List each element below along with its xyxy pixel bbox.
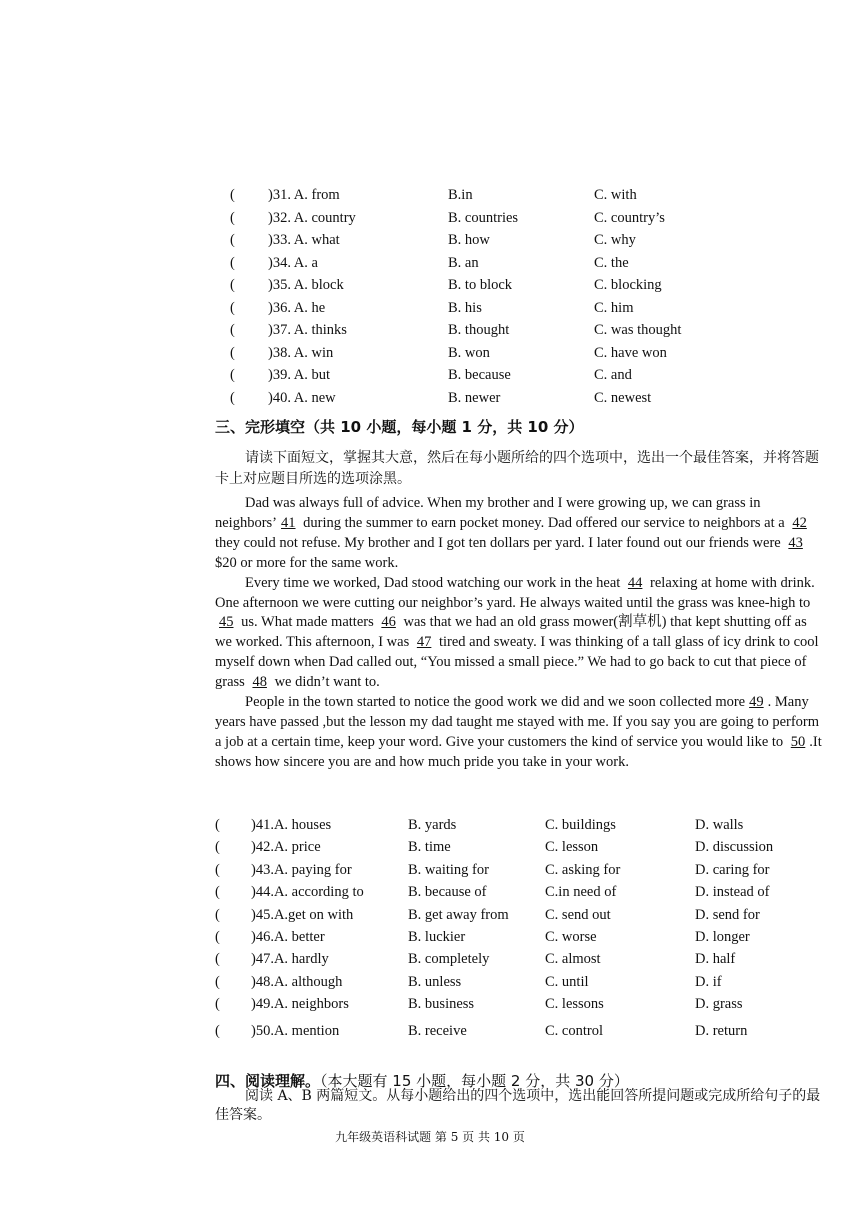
option-b: B. time (408, 839, 451, 856)
option-c: C. the (594, 254, 629, 271)
option-b: B. get away from (408, 906, 509, 923)
option-a: )47.A. hardly (251, 951, 329, 968)
question-row (215, 1020, 827, 1042)
option-b: B. completely (408, 951, 490, 968)
option-b: B. yards (408, 817, 457, 833)
option-c: C. lessons (545, 996, 604, 1013)
option-d: D. half (695, 951, 736, 968)
option-a: )40. A. new (268, 389, 336, 406)
option-a: )39. A. but (268, 367, 331, 383)
option-a: )33. A. what (268, 232, 340, 248)
passage-paragraph: People in the town started to notice the good work we did and we soon collected more 49 . Many years have passed ,but the lesson my dad taught me stayed with me. If you say you are going to perform a job at a certain time, keep your word. Give your customers the kind of service you would like to 50 .It shows how sincere you are and how much pride you take in your work. (215, 694, 822, 770)
option-c: C. asking for (545, 861, 621, 878)
option-a: )38. A. win (268, 344, 334, 361)
question-row (215, 836, 827, 858)
answer-paren: ( (230, 232, 235, 248)
section-3-instruction: 请读下面短文，掌握其大意，然后在每小题所给的四个选项中，选出一个最佳答案，并将答题卡上对应题目所选的选项涂黑。 (215, 450, 819, 487)
option-b: B. his (448, 299, 482, 316)
answer-paren: ( (215, 817, 220, 833)
option-c: C. with (594, 187, 637, 203)
question-row (230, 229, 750, 252)
question-row (215, 993, 827, 1015)
option-a: )49.A. neighbors (251, 996, 349, 1013)
blank-50: 50 (790, 733, 806, 750)
option-b: B.in (448, 187, 473, 203)
question-row (230, 319, 750, 342)
question-row (230, 207, 750, 230)
option-b: B. unless (408, 973, 462, 990)
option-d: D. return (695, 1022, 748, 1039)
blank-45: 45 (219, 614, 234, 631)
question-row (215, 926, 827, 948)
answer-paren: ( (230, 389, 235, 406)
answer-paren: ( (215, 884, 220, 901)
question-row (215, 971, 827, 993)
option-d: D. discussion (695, 839, 774, 856)
answer-paren: ( (215, 906, 220, 923)
question-row (230, 387, 750, 410)
passage-paragraph: Dad was always full of advice. When my brother and I were growing up, we can grass in neighbors’ 41 during the summer to earn pocket money. Dad offered our service to neighbors at a 42 they could not refuse. My brother and I got ten dollars per yard. I later found out our friends were 43 $20 or more for the same work. (215, 494, 827, 574)
answer-paren: ( (215, 951, 220, 968)
section-4-heading: 四、阅读理解。（本大题有 15 小题，每小题 2 分，共 30 分） (215, 1072, 629, 1090)
answer-paren: ( (230, 344, 235, 361)
question-row (215, 948, 827, 970)
option-c: C. control (545, 1022, 603, 1039)
option-b: B. because (448, 367, 511, 383)
question-row (230, 297, 750, 320)
option-b: B. how (448, 232, 490, 248)
option-b: B. business (408, 996, 475, 1013)
option-c: C. was thought (594, 322, 682, 338)
blank-43: 43 (788, 534, 803, 551)
blank-46: 46 (381, 614, 396, 631)
option-d: D. instead of (695, 884, 770, 901)
section-4-instruction: 阅读 A、B 两篇短文。从每小题给出的四个选项中，选出能回答所提问题或完成所给句子的最佳答案。 (215, 1088, 821, 1123)
option-b: B. luckier (408, 928, 466, 945)
questions-41-50 (215, 814, 827, 1042)
page-footer: 九年级英语科试题 第 5 页 共 10 页 (335, 1130, 525, 1144)
option-a: )43.A. paying for (251, 861, 352, 878)
option-b: B. newer (448, 389, 501, 406)
answer-paren: ( (215, 973, 220, 990)
option-a: )41.A. houses (251, 817, 332, 833)
answer-paren: ( (215, 1022, 220, 1039)
answer-paren: ( (215, 839, 220, 856)
option-c: C. worse (545, 928, 597, 945)
option-b: B. to block (448, 277, 513, 293)
option-b: B. thought (448, 322, 510, 338)
answer-paren: ( (230, 277, 235, 293)
option-a: )50.A. mention (251, 1022, 340, 1039)
option-c: C. country’s (594, 209, 665, 226)
option-c: C. buildings (545, 817, 616, 833)
option-c: C. and (594, 367, 632, 383)
option-a: )36. A. he (268, 299, 326, 316)
answer-paren: ( (230, 187, 235, 203)
option-a: )35. A. block (268, 277, 344, 293)
option-c: C. almost (545, 951, 601, 968)
option-a: )45.A.get on with (251, 906, 354, 923)
blank-44: 44 (627, 574, 643, 591)
blank-48: 48 (252, 674, 267, 691)
option-d: D. longer (695, 928, 750, 945)
option-c: C. him (594, 299, 634, 316)
option-a: )42.A. price (251, 839, 321, 856)
option-a: )32. A. country (268, 209, 356, 226)
option-d: D. walls (695, 817, 744, 833)
option-c: C. newest (594, 389, 652, 406)
option-b: B. because of (408, 884, 487, 901)
question-row (215, 859, 827, 881)
answer-paren: ( (215, 861, 220, 878)
question-row (230, 274, 750, 297)
answer-paren: ( (230, 209, 235, 226)
option-a: )44.A. according to (251, 884, 364, 901)
option-b: B. countries (448, 209, 519, 226)
option-c: C. why (594, 232, 636, 248)
question-row (230, 342, 750, 365)
blank-47: 47 (416, 634, 432, 651)
answer-paren: ( (230, 322, 235, 338)
option-d: D. caring for (695, 861, 770, 878)
option-a: )37. A. thinks (268, 322, 347, 338)
question-row (215, 904, 827, 926)
questions-31-40 (230, 184, 750, 409)
option-c: C. send out (545, 906, 611, 923)
option-c: C.in need of (545, 884, 617, 901)
question-row (215, 814, 827, 836)
blank-42: 42 (792, 514, 807, 531)
option-a: )34. A. a (268, 254, 318, 271)
answer-paren: ( (230, 299, 235, 316)
option-d: D. grass (695, 996, 743, 1013)
cloze-passage (215, 494, 827, 773)
option-c: C. have won (594, 344, 667, 361)
section-3-heading: 三、完形填空（共 10 小题，每小题 1 分，共 10 分） (215, 418, 584, 436)
question-row (230, 252, 750, 275)
option-c: C. lesson (545, 839, 599, 856)
passage-paragraph: Every time we worked, Dad stood watching our work in the heat 44 relaxing at home with drink. One afternoon we were cutting our neighbor’s yard. He always waited until the grass was knee-high to 45 us. What made matters 46 was that we had an old grass mower(割草机) that kept shutting off as we worked. This afternoon, I was 47 tired and sweaty. I was thinking of a tall glass of icy drink to cool myself down when Dad called out, “You missed a small piece.” We had to go back to cut that piece of grass 48 we didn’t want to. (215, 574, 819, 691)
blank-49: 49 (749, 694, 764, 711)
option-c: C. blocking (594, 277, 662, 293)
option-b: B. an (448, 254, 479, 271)
answer-paren: ( (215, 928, 220, 945)
option-a: )31. A. from (268, 187, 340, 203)
answer-paren: ( (215, 996, 220, 1013)
option-b: B. receive (408, 1022, 467, 1039)
answer-paren: ( (230, 367, 235, 383)
question-row (215, 881, 827, 903)
option-a: )46.A. better (251, 928, 325, 945)
option-d: D. send for (695, 906, 760, 923)
option-a: )48.A. although (251, 973, 343, 990)
question-row (230, 364, 750, 387)
answer-paren: ( (230, 254, 235, 271)
option-b: B. won (448, 344, 490, 361)
option-d: D. if (695, 973, 722, 990)
option-b: B. waiting for (408, 861, 489, 878)
question-row (230, 184, 750, 207)
option-c: C. until (545, 973, 589, 990)
blank-41: 41 (281, 514, 296, 531)
section-4-heading-note: （本大题有 15 小题，每小题 2 分，共 30 分） (320, 1072, 629, 1090)
